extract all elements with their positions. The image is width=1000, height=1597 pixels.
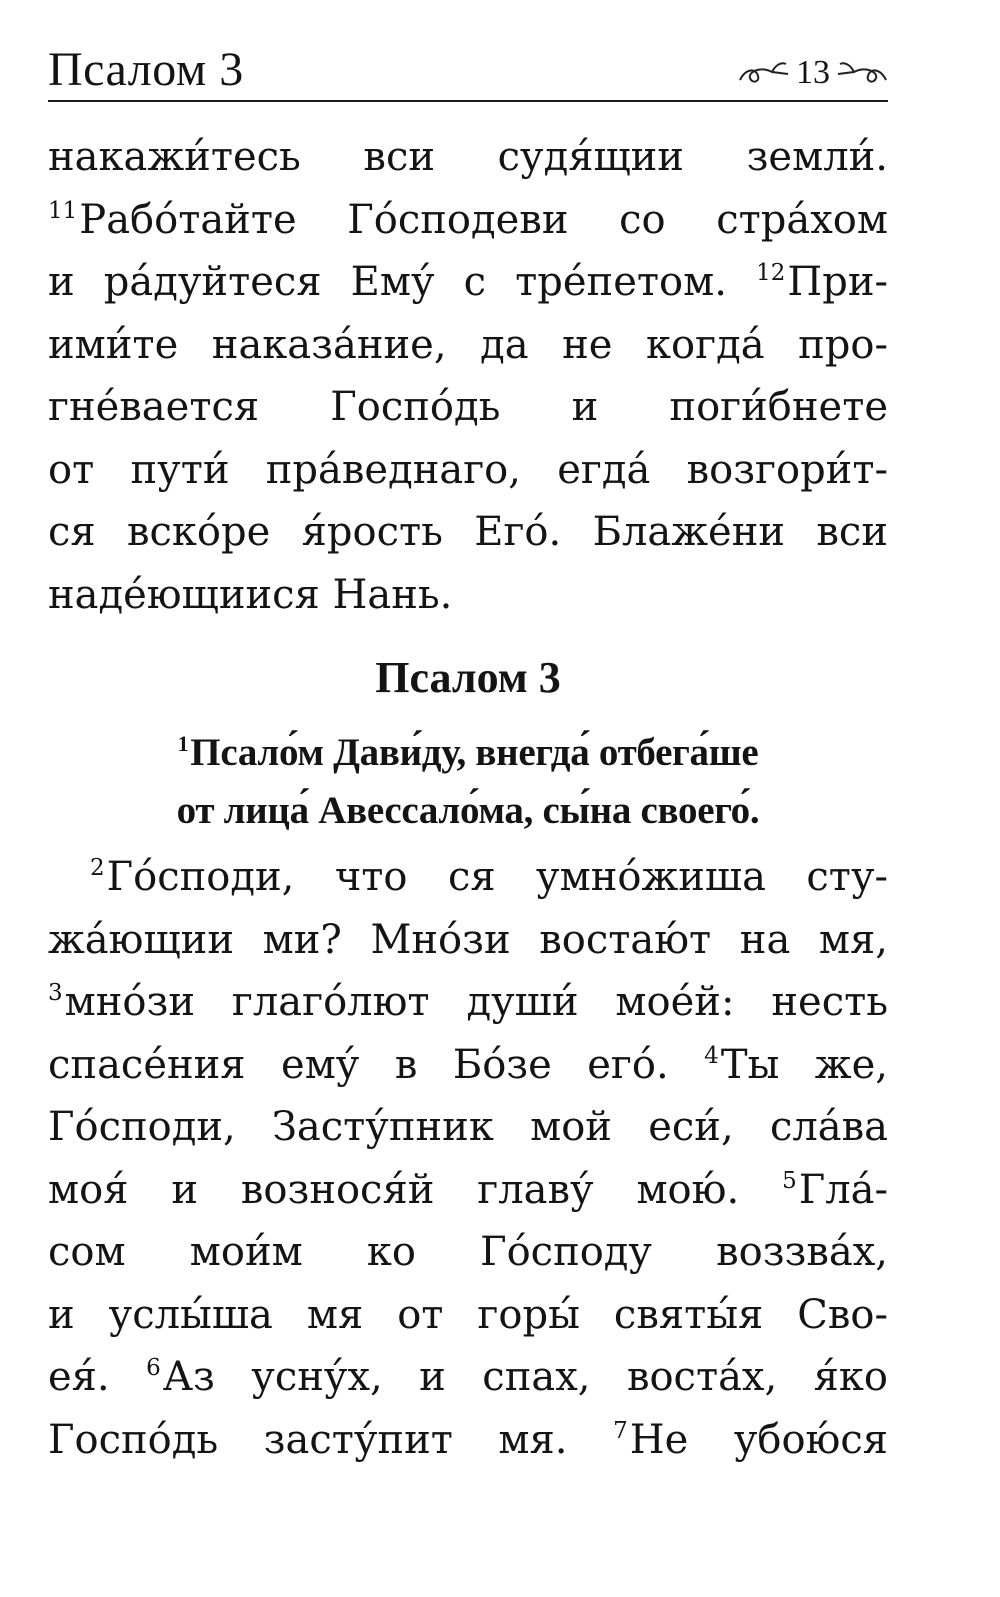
text-line: и ра́дуйтеся Ему́ с тре́петом. $^{12}$При- <box>48 259 889 305</box>
text-line: спасе́ния ему́ в Бо́зе его́. $^4$Ты же, <box>48 1041 888 1088</box>
psalm-title: Псалом 3 <box>375 653 561 702</box>
psalm-text <box>48 846 888 1471</box>
psalm-superscription <box>48 724 888 840</box>
text-line: $^3$мно́зи глаго́лют души́ мое́й: несть <box>48 979 888 1025</box>
text-line: ими́те наказа́ние, да не когда́ про- <box>48 321 888 368</box>
verse-number: 2 <box>90 855 105 881</box>
header-rule <box>48 100 888 102</box>
text-line: $^{11}$Рабо́тайте Го́сподеви со стра́хом <box>48 196 888 243</box>
verse-number: 3 <box>48 980 63 1006</box>
page-number-block <box>738 54 888 92</box>
verse-number: 5 <box>782 1167 797 1194</box>
text-line: Го́споди, Засту́пник мой еси́, сла́ва <box>48 1104 888 1150</box>
text-line: моя́ и вознося́й главу́ мою́. $^5$Гла́- <box>48 1166 888 1213</box>
text-line: накажи́тесь вси судя́щии земли́. <box>48 134 888 180</box>
page-number: 13 <box>796 54 830 91</box>
verse-number: 7 <box>613 1417 628 1444</box>
superscription-line: $^1$Псало́м Дави́ду, внегда́ отбега́ше <box>177 731 759 774</box>
verse-number: 12 <box>756 260 786 286</box>
text-line: и услы́ша мя от горы́ святы́я Сво- <box>48 1291 888 1338</box>
text-line: $^2$Го́споди, что ся умно́жиша сту- <box>90 854 888 900</box>
flourish-left-icon <box>738 58 790 88</box>
text-line: ся вско́ре я́рость Его́. Блаже́ни вси <box>48 509 888 555</box>
superscription-line: от лица́ Авессало́ма, сы́на своего́. <box>176 789 760 832</box>
text-line: гне́вается Госпо́дь и поги́бнете <box>48 384 888 430</box>
continued-text <box>48 126 888 626</box>
text-line: жа́ющии ми? Мно́зи востаю́т на мя, <box>48 916 888 963</box>
text-line: наде́ющиися Нань. <box>48 571 453 618</box>
verse-number: 11 <box>48 197 78 224</box>
text-line: ея́. $^6$Аз усну́х, и спах, воста́х, я́ко <box>48 1354 888 1400</box>
text-line: от пути́ пра́веднаго, егда́ возгори́т- <box>48 446 888 493</box>
flourish-right-icon <box>836 58 888 88</box>
verse-number: 4 <box>704 1042 719 1069</box>
text-line: Госпо́дь засту́пит мя. $^7$Не убою́ся <box>48 1416 888 1463</box>
verse-number: 1 <box>177 731 189 756</box>
text-line: сом мои́м ко Го́споду воззва́х, <box>48 1229 888 1275</box>
running-header <box>48 38 888 100</box>
running-title: Псалом 3 <box>48 43 244 96</box>
verse-number: 6 <box>146 1355 161 1381</box>
